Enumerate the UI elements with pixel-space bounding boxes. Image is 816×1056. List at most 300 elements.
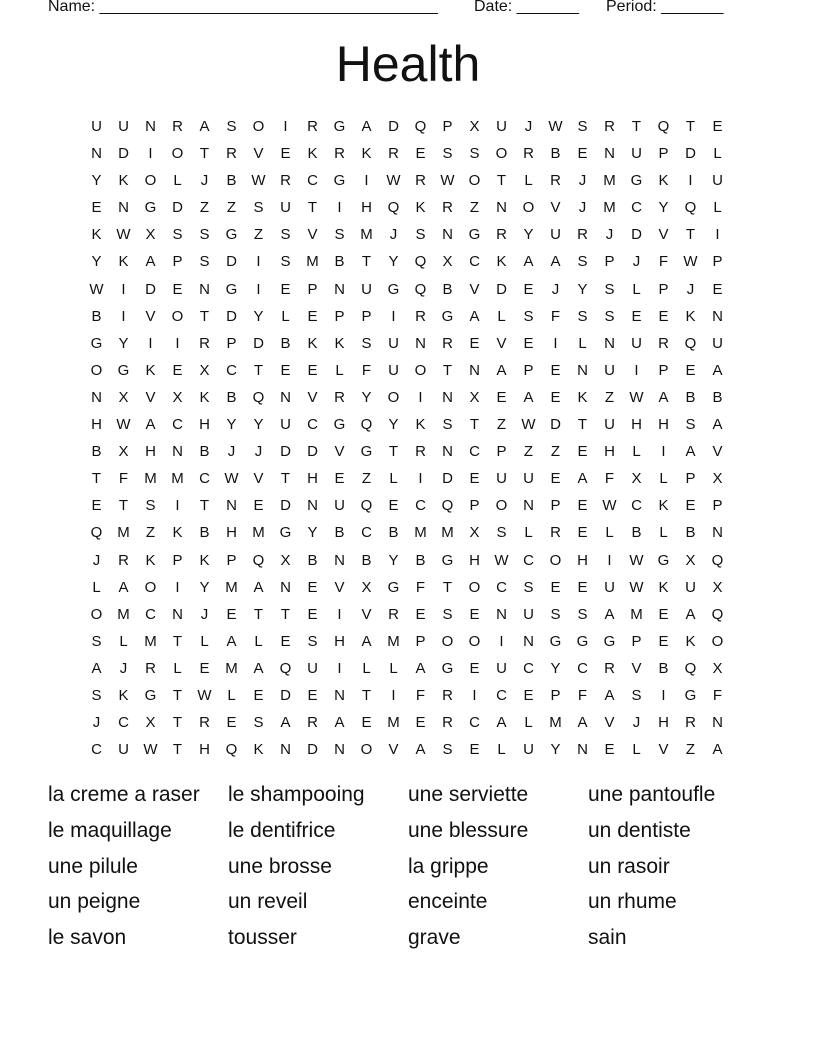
grid-letter[interactable]: A xyxy=(712,416,723,434)
grid-letter[interactable]: Q xyxy=(711,551,724,569)
grid-letter[interactable]: P xyxy=(712,497,723,515)
grid-letter[interactable]: M xyxy=(252,524,265,542)
grid-letter[interactable]: R xyxy=(604,659,615,677)
grid-letter[interactable]: Z xyxy=(145,524,156,542)
grid-letter[interactable]: U xyxy=(280,199,291,217)
grid-letter[interactable]: U xyxy=(550,226,561,244)
grid-letter[interactable]: E xyxy=(577,497,588,515)
grid-letter[interactable]: Y xyxy=(226,416,237,434)
grid-letter[interactable]: S xyxy=(604,280,615,298)
grid-letter[interactable]: M xyxy=(360,226,373,244)
grid-letter[interactable]: X xyxy=(361,578,372,596)
grid-letter[interactable]: O xyxy=(711,632,724,650)
grid-letter[interactable]: K xyxy=(91,226,102,244)
grid-letter[interactable]: K xyxy=(658,172,669,190)
grid-letter[interactable]: I xyxy=(553,334,558,352)
grid-letter[interactable]: L xyxy=(524,172,533,190)
grid-letter[interactable]: P xyxy=(712,253,723,271)
grid-letter[interactable]: O xyxy=(522,199,535,217)
grid-letter[interactable]: O xyxy=(387,388,400,406)
grid-letter[interactable]: T xyxy=(118,497,129,515)
grid-letter[interactable]: H xyxy=(361,199,372,217)
grid-letter[interactable]: I xyxy=(472,686,477,704)
grid-letter[interactable]: L xyxy=(578,334,587,352)
grid-letter[interactable]: Y xyxy=(199,578,210,596)
grid-letter[interactable]: K xyxy=(685,307,696,325)
grid-letter[interactable]: O xyxy=(90,361,103,379)
grid-letter[interactable]: K xyxy=(415,416,426,434)
grid-letter[interactable]: E xyxy=(91,497,102,515)
grid-letter[interactable]: J xyxy=(605,226,614,244)
grid-letter[interactable]: I xyxy=(607,551,612,569)
grid-letter[interactable]: D xyxy=(253,334,264,352)
grid-letter[interactable]: T xyxy=(280,470,291,488)
grid-letter[interactable]: K xyxy=(118,686,129,704)
grid-letter[interactable]: U xyxy=(523,741,534,759)
grid-letter[interactable]: R xyxy=(415,307,426,325)
grid-letter[interactable]: K xyxy=(658,497,669,515)
grid-letter[interactable]: S xyxy=(307,632,318,650)
grid-letter[interactable]: W xyxy=(251,172,266,190)
grid-letter[interactable]: B xyxy=(334,253,345,271)
grid-letter[interactable]: R xyxy=(415,443,426,461)
grid-letter[interactable]: Q xyxy=(684,659,697,677)
grid-letter[interactable]: Y xyxy=(253,416,264,434)
grid-letter[interactable]: E xyxy=(307,307,318,325)
grid-letter[interactable]: O xyxy=(495,497,508,515)
grid-letter[interactable]: E xyxy=(280,145,291,163)
grid-letter[interactable]: T xyxy=(577,416,588,434)
grid-letter[interactable]: R xyxy=(145,659,156,677)
grid-letter[interactable]: N xyxy=(307,497,318,515)
grid-letter[interactable]: J xyxy=(632,253,641,271)
grid-letter[interactable]: W xyxy=(143,741,158,759)
grid-letter[interactable]: E xyxy=(253,686,264,704)
grid-letter[interactable]: Z xyxy=(469,199,480,217)
grid-letter[interactable]: T xyxy=(361,686,372,704)
grid-letter[interactable]: L xyxy=(119,632,128,650)
period-field-label[interactable]: Period: _______ xyxy=(606,0,724,15)
grid-letter[interactable]: T xyxy=(199,145,210,163)
grid-letter[interactable]: U xyxy=(334,497,345,515)
grid-letter[interactable]: L xyxy=(335,361,344,379)
grid-letter[interactable]: S xyxy=(523,578,534,596)
grid-letter[interactable]: K xyxy=(334,334,345,352)
grid-letter[interactable]: J xyxy=(92,551,101,569)
grid-letter[interactable]: H xyxy=(226,524,237,542)
grid-letter[interactable]: Q xyxy=(252,388,265,406)
grid-letter[interactable]: X xyxy=(145,714,156,732)
grid-letter[interactable]: K xyxy=(145,361,156,379)
grid-letter[interactable]: B xyxy=(631,524,642,542)
grid-letter[interactable]: G xyxy=(684,686,697,704)
grid-letter[interactable]: R xyxy=(280,172,291,190)
grid-letter[interactable]: L xyxy=(362,659,371,677)
grid-letter[interactable]: I xyxy=(121,280,126,298)
grid-letter[interactable]: E xyxy=(523,280,534,298)
grid-letter[interactable]: C xyxy=(361,524,372,542)
grid-letter[interactable]: M xyxy=(306,253,319,271)
grid-letter[interactable]: V xyxy=(712,443,723,461)
grid-letter[interactable]: E xyxy=(604,741,615,759)
grid-letter[interactable]: K xyxy=(145,551,156,569)
grid-letter[interactable]: J xyxy=(632,714,641,732)
grid-letter[interactable]: R xyxy=(334,388,345,406)
grid-letter[interactable]: Y xyxy=(91,172,102,190)
grid-letter[interactable]: F xyxy=(577,686,588,704)
grid-letter[interactable]: A xyxy=(523,253,534,271)
grid-letter[interactable]: O xyxy=(360,741,373,759)
grid-letter[interactable]: Q xyxy=(441,497,454,515)
grid-letter[interactable]: M xyxy=(549,714,562,732)
grid-letter[interactable]: S xyxy=(280,226,291,244)
grid-letter[interactable]: W xyxy=(440,172,455,190)
grid-letter[interactable]: Q xyxy=(684,199,697,217)
grid-letter[interactable]: H xyxy=(577,551,588,569)
grid-letter[interactable]: I xyxy=(499,632,504,650)
grid-letter[interactable]: J xyxy=(578,172,587,190)
grid-letter[interactable]: E xyxy=(307,361,318,379)
grid-letter[interactable]: E xyxy=(469,741,480,759)
grid-letter[interactable]: S xyxy=(577,118,588,135)
grid-letter[interactable]: H xyxy=(145,443,156,461)
grid-letter[interactable]: R xyxy=(523,145,534,163)
grid-letter[interactable]: S xyxy=(604,307,615,325)
grid-letter[interactable]: H xyxy=(658,714,669,732)
grid-letter[interactable]: R xyxy=(118,551,129,569)
grid-letter[interactable]: E xyxy=(199,659,210,677)
grid-letter[interactable]: P xyxy=(685,470,696,488)
grid-letter[interactable]: V xyxy=(604,714,615,732)
grid-letter[interactable]: C xyxy=(631,497,642,515)
grid-letter[interactable]: E xyxy=(280,632,291,650)
grid-letter[interactable]: A xyxy=(199,118,210,135)
grid-letter[interactable]: U xyxy=(496,118,507,135)
grid-letter[interactable]: O xyxy=(90,605,103,623)
grid-letter[interactable]: K xyxy=(199,388,210,406)
grid-letter[interactable]: H xyxy=(199,741,210,759)
grid-letter[interactable]: B xyxy=(712,388,723,406)
grid-letter[interactable]: Z xyxy=(253,226,264,244)
grid-letter[interactable]: A xyxy=(226,632,237,650)
grid-letter[interactable]: Y xyxy=(523,226,534,244)
grid-letter[interactable]: E xyxy=(253,497,264,515)
grid-letter[interactable]: Y xyxy=(91,253,102,271)
grid-letter[interactable]: I xyxy=(121,307,126,325)
grid-letter[interactable]: F xyxy=(550,307,561,325)
grid-letter[interactable]: E xyxy=(577,145,588,163)
grid-letter[interactable]: P xyxy=(658,145,669,163)
grid-letter[interactable]: I xyxy=(283,118,288,135)
grid-letter[interactable]: L xyxy=(497,741,506,759)
grid-letter[interactable]: N xyxy=(712,714,723,732)
grid-letter[interactable]: R xyxy=(442,686,453,704)
grid-letter[interactable]: O xyxy=(171,307,184,325)
grid-letter[interactable]: N xyxy=(577,361,588,379)
grid-letter[interactable]: M xyxy=(441,524,454,542)
grid-letter[interactable]: C xyxy=(118,714,129,732)
grid-letter[interactable]: L xyxy=(173,172,182,190)
grid-letter[interactable]: A xyxy=(91,659,102,677)
grid-letter[interactable]: O xyxy=(252,118,265,135)
grid-letter[interactable]: O xyxy=(441,632,454,650)
grid-letter[interactable]: P xyxy=(226,551,237,569)
grid-letter[interactable]: G xyxy=(468,226,481,244)
grid-letter[interactable]: Q xyxy=(414,118,427,135)
grid-letter[interactable]: A xyxy=(550,253,561,271)
grid-letter[interactable]: I xyxy=(364,172,369,190)
grid-letter[interactable]: B xyxy=(91,307,102,325)
grid-letter[interactable]: T xyxy=(442,578,453,596)
grid-letter[interactable]: S xyxy=(91,632,102,650)
grid-letter[interactable]: U xyxy=(631,145,642,163)
grid-letter[interactable]: T xyxy=(442,361,453,379)
grid-letter[interactable]: Q xyxy=(711,605,724,623)
grid-letter[interactable]: K xyxy=(685,632,696,650)
grid-letter[interactable]: A xyxy=(361,118,372,135)
grid-letter[interactable]: F xyxy=(118,470,129,488)
grid-letter[interactable]: B xyxy=(415,551,426,569)
grid-letter[interactable]: Z xyxy=(226,199,237,217)
grid-letter[interactable]: D xyxy=(118,145,129,163)
grid-letter[interactable]: T xyxy=(91,470,102,488)
grid-letter[interactable]: C xyxy=(145,605,156,623)
grid-letter[interactable]: T xyxy=(199,497,210,515)
grid-letter[interactable]: B xyxy=(685,524,696,542)
grid-letter[interactable]: D xyxy=(307,741,318,759)
grid-letter[interactable]: S xyxy=(442,605,453,623)
grid-letter[interactable]: E xyxy=(523,686,534,704)
grid-letter[interactable]: R xyxy=(334,145,345,163)
grid-letter[interactable]: Q xyxy=(414,253,427,271)
grid-letter[interactable]: A xyxy=(361,632,372,650)
grid-letter[interactable]: P xyxy=(172,551,183,569)
grid-letter[interactable]: X xyxy=(118,443,129,461)
grid-letter[interactable]: O xyxy=(468,632,481,650)
grid-letter[interactable]: Q xyxy=(279,659,292,677)
grid-letter[interactable]: I xyxy=(715,226,720,244)
grid-letter[interactable]: R xyxy=(658,334,669,352)
grid-letter[interactable]: S xyxy=(442,741,453,759)
grid-letter[interactable]: D xyxy=(226,253,237,271)
grid-letter[interactable]: L xyxy=(389,659,398,677)
grid-letter[interactable]: P xyxy=(307,280,318,298)
grid-letter[interactable]: P xyxy=(658,361,669,379)
grid-letter[interactable]: D xyxy=(388,118,399,135)
grid-letter[interactable]: H xyxy=(199,416,210,434)
grid-letter[interactable]: C xyxy=(631,199,642,217)
grid-letter[interactable]: Z xyxy=(523,443,534,461)
grid-letter[interactable]: E xyxy=(307,605,318,623)
grid-letter[interactable]: S xyxy=(577,307,588,325)
grid-letter[interactable]: A xyxy=(604,686,615,704)
grid-letter[interactable]: S xyxy=(253,199,264,217)
grid-letter[interactable]: B xyxy=(550,145,561,163)
grid-letter[interactable]: R xyxy=(550,524,561,542)
grid-letter[interactable]: Y xyxy=(550,741,561,759)
grid-letter[interactable]: B xyxy=(388,524,399,542)
grid-letter[interactable]: N xyxy=(334,280,345,298)
grid-letter[interactable]: P xyxy=(550,497,561,515)
grid-letter[interactable]: B xyxy=(280,334,291,352)
grid-letter[interactable]: Y xyxy=(307,524,318,542)
grid-letter[interactable]: N xyxy=(145,118,156,135)
grid-letter[interactable]: G xyxy=(441,307,454,325)
grid-letter[interactable]: I xyxy=(256,253,261,271)
grid-letter[interactable]: K xyxy=(172,524,183,542)
grid-letter[interactable]: G xyxy=(387,280,400,298)
grid-letter[interactable]: J xyxy=(389,226,398,244)
grid-letter[interactable]: V xyxy=(253,145,264,163)
grid-letter[interactable]: G xyxy=(549,632,562,650)
grid-letter[interactable]: X xyxy=(469,118,480,135)
grid-letter[interactable]: E xyxy=(469,605,480,623)
grid-letter[interactable]: W xyxy=(197,686,212,704)
grid-letter[interactable]: C xyxy=(469,714,480,732)
grid-letter[interactable]: J xyxy=(200,172,209,190)
grid-letter[interactable]: E xyxy=(577,524,588,542)
grid-letter[interactable]: F xyxy=(415,578,426,596)
grid-letter[interactable]: C xyxy=(469,253,480,271)
grid-letter[interactable]: A xyxy=(712,741,723,759)
grid-letter[interactable]: A xyxy=(577,470,588,488)
grid-letter[interactable]: N xyxy=(442,226,453,244)
grid-letter[interactable]: G xyxy=(603,632,616,650)
grid-letter[interactable]: E xyxy=(172,361,183,379)
grid-letter[interactable]: U xyxy=(712,334,723,352)
grid-letter[interactable]: K xyxy=(307,334,318,352)
grid-letter[interactable]: Q xyxy=(387,199,400,217)
grid-letter[interactable]: Q xyxy=(684,334,697,352)
grid-letter[interactable]: N xyxy=(415,334,426,352)
grid-letter[interactable]: Q xyxy=(657,118,670,135)
grid-letter[interactable]: Y xyxy=(388,253,399,271)
grid-letter[interactable]: C xyxy=(523,551,534,569)
grid-letter[interactable]: B xyxy=(91,443,102,461)
grid-letter[interactable]: Z xyxy=(496,416,507,434)
grid-letter[interactable]: C xyxy=(496,578,507,596)
grid-letter[interactable]: G xyxy=(360,443,373,461)
grid-letter[interactable]: G xyxy=(333,172,346,190)
grid-letter[interactable]: W xyxy=(629,551,644,569)
grid-letter[interactable]: B xyxy=(334,524,345,542)
grid-letter[interactable]: Q xyxy=(360,416,373,434)
grid-letter[interactable]: L xyxy=(497,307,506,325)
grid-letter[interactable]: U xyxy=(388,334,399,352)
grid-letter[interactable]: R xyxy=(442,334,453,352)
grid-letter[interactable]: E xyxy=(577,578,588,596)
grid-letter[interactable]: P xyxy=(523,361,534,379)
grid-letter[interactable]: L xyxy=(227,686,236,704)
grid-letter[interactable]: S xyxy=(469,145,480,163)
grid-letter[interactable]: T xyxy=(685,118,696,135)
grid-letter[interactable]: E xyxy=(415,605,426,623)
grid-letter[interactable]: T xyxy=(253,605,264,623)
grid-letter[interactable]: G xyxy=(441,659,454,677)
grid-letter[interactable]: S xyxy=(415,226,426,244)
grid-letter[interactable]: Z xyxy=(361,470,372,488)
grid-letter[interactable]: E xyxy=(658,632,669,650)
grid-letter[interactable]: N xyxy=(442,388,453,406)
grid-letter[interactable]: S xyxy=(172,226,183,244)
grid-letter[interactable]: A xyxy=(253,659,264,677)
grid-letter[interactable]: I xyxy=(175,334,180,352)
grid-letter[interactable]: S xyxy=(361,334,372,352)
grid-letter[interactable]: R xyxy=(226,145,237,163)
grid-letter[interactable]: C xyxy=(307,416,318,434)
grid-letter[interactable]: N xyxy=(523,497,534,515)
grid-letter[interactable]: L xyxy=(659,524,668,542)
grid-letter[interactable]: L xyxy=(173,659,182,677)
grid-letter[interactable]: A xyxy=(577,714,588,732)
grid-letter[interactable]: Q xyxy=(360,497,373,515)
grid-letter[interactable]: E xyxy=(550,470,561,488)
grid-letter[interactable]: I xyxy=(175,497,180,515)
grid-letter[interactable]: O xyxy=(144,172,157,190)
grid-letter[interactable]: I xyxy=(256,280,261,298)
grid-letter[interactable]: E xyxy=(334,470,345,488)
grid-letter[interactable]: C xyxy=(226,361,237,379)
grid-letter[interactable]: K xyxy=(199,551,210,569)
grid-letter[interactable]: C xyxy=(577,659,588,677)
grid-letter[interactable]: X xyxy=(199,361,210,379)
grid-letter[interactable]: X xyxy=(712,578,723,596)
grid-letter[interactable]: G xyxy=(225,280,238,298)
grid-letter[interactable]: N xyxy=(118,199,129,217)
grid-letter[interactable]: N xyxy=(91,145,102,163)
grid-letter[interactable]: M xyxy=(117,524,130,542)
grid-letter[interactable]: N xyxy=(496,605,507,623)
grid-letter[interactable]: C xyxy=(496,686,507,704)
grid-letter[interactable]: C xyxy=(172,416,183,434)
grid-letter[interactable]: E xyxy=(361,714,372,732)
grid-letter[interactable]: N xyxy=(712,524,723,542)
grid-letter[interactable]: P xyxy=(334,307,345,325)
grid-letter[interactable]: P xyxy=(658,280,669,298)
grid-letter[interactable]: W xyxy=(386,172,401,190)
grid-letter[interactable]: S xyxy=(577,253,588,271)
grid-letter[interactable]: N xyxy=(523,632,534,650)
grid-letter[interactable]: A xyxy=(118,578,129,596)
grid-letter[interactable]: S xyxy=(91,686,102,704)
grid-letter[interactable]: E xyxy=(685,497,696,515)
grid-letter[interactable]: G xyxy=(333,118,346,135)
grid-letter[interactable]: V xyxy=(334,443,345,461)
grid-letter[interactable]: S xyxy=(226,118,237,135)
grid-letter[interactable]: T xyxy=(685,226,696,244)
grid-letter[interactable]: G xyxy=(225,226,238,244)
grid-letter[interactable]: M xyxy=(171,470,184,488)
grid-letter[interactable]: K xyxy=(658,578,669,596)
grid-letter[interactable]: X xyxy=(280,551,291,569)
grid-letter[interactable]: G xyxy=(333,416,346,434)
grid-letter[interactable]: N xyxy=(604,145,615,163)
grid-letter[interactable]: Q xyxy=(414,280,427,298)
grid-letter[interactable]: T xyxy=(172,741,183,759)
grid-letter[interactable]: J xyxy=(524,118,533,135)
grid-letter[interactable]: U xyxy=(118,741,129,759)
grid-letter[interactable]: R xyxy=(604,118,615,135)
grid-letter[interactable]: U xyxy=(118,118,129,135)
grid-letter[interactable]: W xyxy=(521,416,536,434)
grid-letter[interactable]: E xyxy=(415,145,426,163)
grid-letter[interactable]: N xyxy=(334,686,345,704)
grid-letter[interactable]: P xyxy=(361,307,372,325)
grid-letter[interactable]: A xyxy=(334,714,345,732)
grid-letter[interactable]: I xyxy=(148,145,153,163)
grid-letter[interactable]: S xyxy=(442,416,453,434)
grid-letter[interactable]: U xyxy=(496,470,507,488)
